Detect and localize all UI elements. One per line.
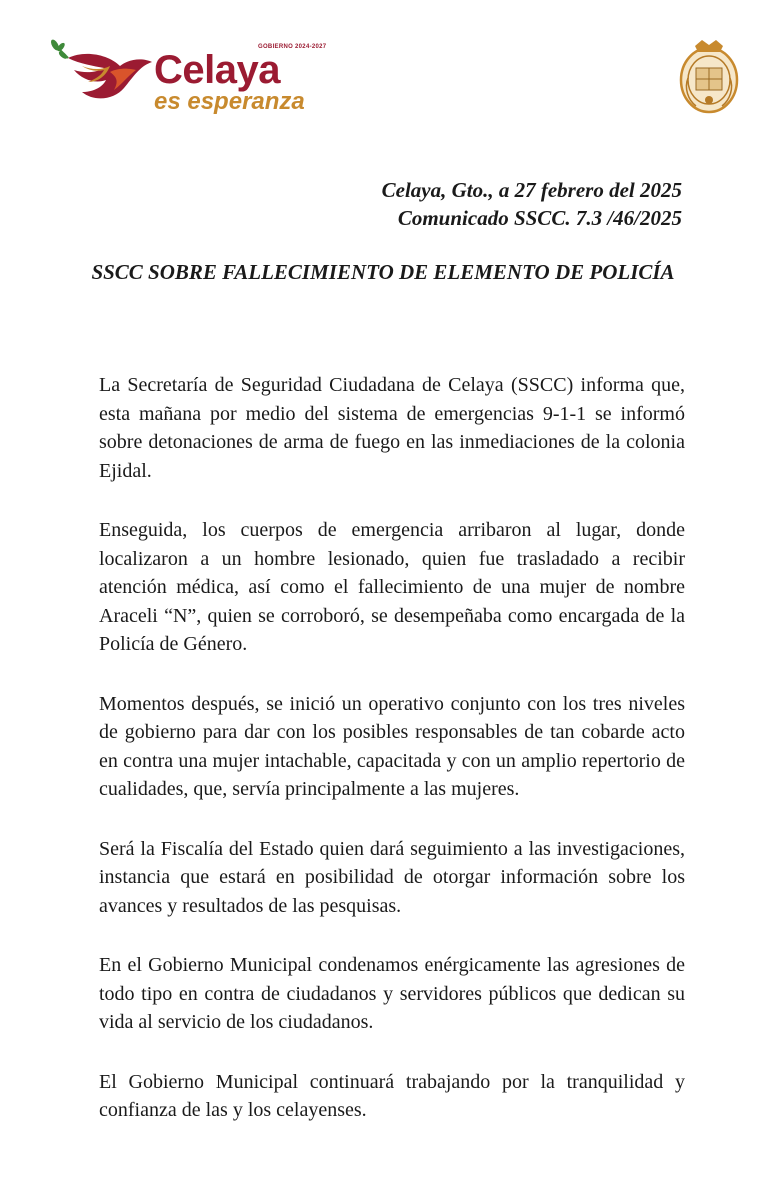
body-paragraph: Enseguida, los cuerpos de emergencia arribaron al lugar, donde localizaron a un hombre lesionado, quien fue trasladado a recibir atención médica, así como el fallecimiento de una mujer de nombre Araceli “N”, quien se corroboró, se desempeñaba como encargada de la Policía de Género. — [99, 519, 685, 655]
body-paragraph: Momentos después, se inició un operativo conjunto con los tres niveles de gobierno para dar con los posibles responsables de tan cobarde acto en contra una mujer intachable, capacitada y con un amplio repertorio de cualidades, que, servía principalmente a las mujeres. — [99, 692, 685, 800]
dateline — [382, 176, 682, 232]
communique-reference: Comunicado SSCC. 7.3 /46/2025 — [397, 206, 682, 230]
body-paragraph: El Gobierno Municipal continuará trabajando por la tranquilidad y confianza de las y los celayenses. — [99, 1070, 685, 1121]
celaya-logo — [48, 36, 328, 120]
dove-emblem-icon — [48, 36, 158, 120]
logo-tagline: es esperanza — [154, 88, 305, 115]
place-date: Celaya, Gto., a 27 febrero del 2025 — [381, 178, 682, 202]
body-paragraph: Será la Fiscalía del Estado quien dará seguimiento a las investigaciones, instancia que estará en posibilidad de otorgar información sobre los avances y resultados de las pesquisas. — [99, 837, 685, 917]
body-paragraph: En el Gobierno Municipal condenamos enérgicamente las agresiones de todo tipo en contra de ciudadanos y servidores públicos que dedican su vida al servicio de los ciudadanos. — [99, 954, 685, 1033]
document-body — [99, 371, 685, 1156]
document-title: SSCC SOBRE FALLECIMIENTO DE ELEMENTO DE POLICÍA — [91, 260, 675, 284]
municipal-seal-icon — [676, 38, 742, 118]
logo-wordmark: Celaya — [154, 48, 280, 92]
body-paragraph: La Secretaría de Seguridad Ciudadana de Celaya (SSCC) informa que, esta mañana por medio del sistema de emergencias 9-1-1 se informó sobre detonaciones de arma de fuego en las inmediaciones de la colonia Ejidal. — [99, 374, 685, 482]
logo-government-label: GOBIERNO 2024-2027 — [258, 44, 327, 50]
